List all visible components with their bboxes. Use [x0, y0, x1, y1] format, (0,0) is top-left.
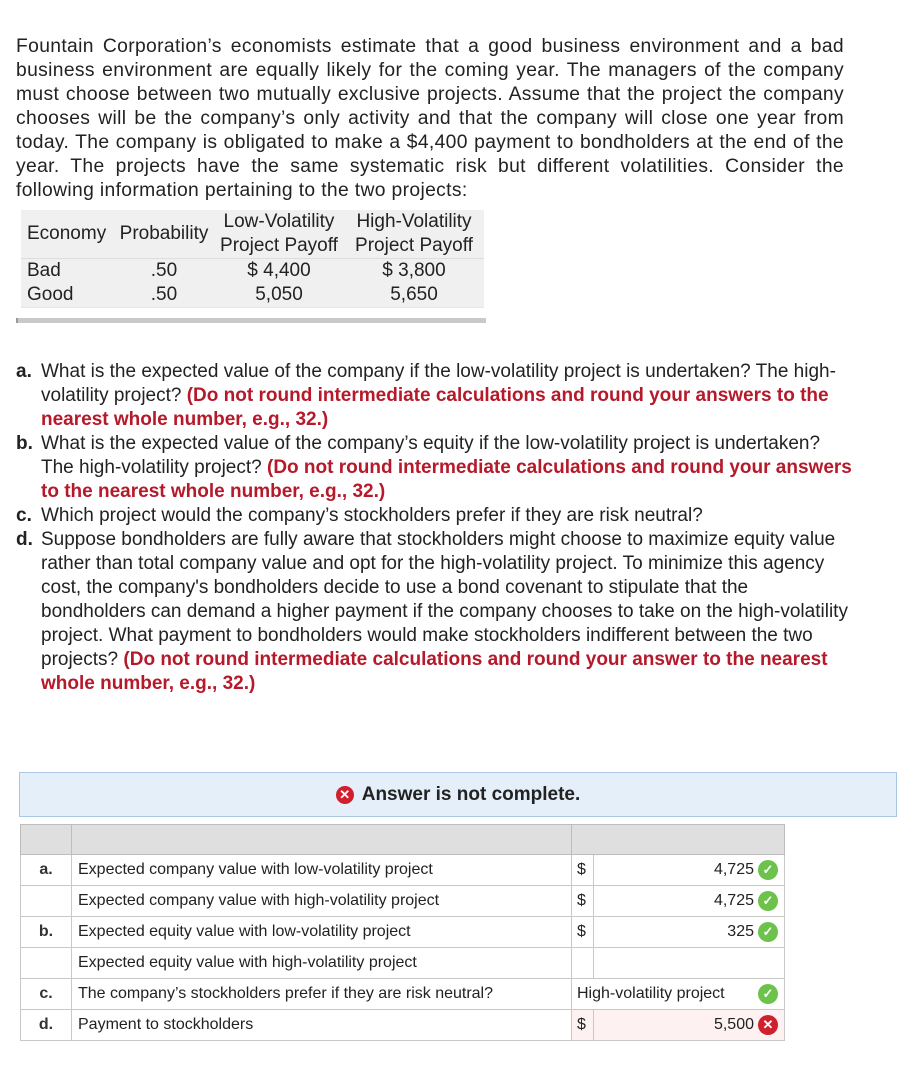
answer-letter — [21, 886, 72, 917]
question-instruction: (Do not round intermediate calculations and round your answers to the nearest whole number, e.g., 32.) — [41, 457, 852, 502]
question-c — [16, 504, 856, 528]
answer-letter: b. — [21, 917, 72, 948]
answer-row — [21, 979, 785, 1010]
x-circle-icon: ✕ — [336, 786, 354, 804]
currency-symbol: $ — [572, 855, 594, 886]
currency-symbol: $ — [572, 1010, 594, 1041]
answer-letter: a. — [21, 855, 72, 886]
answer-row — [21, 886, 785, 917]
answer-letter — [21, 948, 72, 979]
question-letter: a. — [16, 361, 32, 382]
check-icon: ✓ — [758, 891, 778, 911]
answer-input[interactable] — [594, 1010, 785, 1041]
probability-header: Probability — [114, 210, 214, 259]
question-a — [16, 360, 856, 432]
answer-status-text: Answer is not complete. — [361, 783, 581, 805]
answer-row — [21, 917, 785, 948]
probability-cell: .50 — [114, 283, 214, 308]
economy-header: Economy — [21, 210, 114, 259]
high-payoff-cell: $ 3,800 — [344, 259, 484, 284]
check-icon: ✓ — [758, 984, 778, 1004]
answer-input[interactable] — [594, 886, 785, 917]
question-letter: d. — [16, 529, 33, 550]
low-payoff-cell: $ 4,400 — [214, 259, 344, 284]
answer-label: Expected company value with high-volatility project — [72, 886, 572, 917]
answer-value: 325 — [727, 923, 754, 941]
low-payoff-cell: 5,050 — [214, 283, 344, 308]
payoff-row-bad — [21, 259, 484, 284]
answer-label: Expected company value with low-volatility project — [72, 855, 572, 886]
question-text: Suppose bondholders are fully aware that stockholders might choose to maximize equity value rather than total company value and opt for the high-volatility project. To minimize this agency cost, the company's bondholders decide to use a bond covenant to stipulate that the bondholders can demand a higher payment if the company chooses to take on the high-volatility project. What payment to bondholders would make stockholders indifferent between the two projects? — [41, 529, 848, 670]
answer-input[interactable] — [594, 917, 785, 948]
answer-label: Expected equity value with low-volatility project — [72, 917, 572, 948]
probability-cell: .50 — [114, 259, 214, 284]
question-letter: c. — [16, 505, 32, 526]
answer-value: High-volatility project — [577, 985, 725, 1002]
answer-row — [21, 1010, 785, 1041]
question-list — [16, 360, 856, 696]
answer-value: 4,725 — [713, 892, 754, 910]
answer-status-banner — [19, 772, 897, 817]
answer-letter: d. — [21, 1010, 72, 1041]
low-volatility-header — [214, 210, 344, 259]
currency-symbol — [572, 948, 594, 979]
economy-cell: Good — [21, 283, 114, 308]
low-volatility-header-line2: Project Payoff — [220, 235, 338, 256]
answer-value: 5,500 — [713, 1016, 754, 1034]
check-icon: ✓ — [758, 922, 778, 942]
answer-row — [21, 948, 785, 979]
currency-symbol: $ — [572, 886, 594, 917]
payoff-row-good — [21, 283, 484, 308]
answer-select[interactable] — [572, 979, 785, 1010]
high-payoff-cell: 5,650 — [344, 283, 484, 308]
question-d — [16, 528, 856, 696]
question-text: Which project would the company’s stockholders prefer if they are risk neutral? — [41, 505, 703, 526]
question-text: What is the expected value of the company if the low-volatility project is undertaken? The high-volatility project? — [41, 361, 836, 406]
answer-letter: c. — [21, 979, 72, 1010]
low-volatility-header-line1: Low-Volatility — [223, 211, 335, 232]
high-volatility-header-line1: High-Volatility — [356, 211, 472, 232]
answer-row — [21, 855, 785, 886]
currency-symbol: $ — [572, 917, 594, 948]
table-horizontal-scrollbar[interactable] — [16, 318, 486, 323]
question-letter: b. — [16, 433, 33, 454]
answer-label: Expected equity value with high-volatility project — [72, 948, 572, 979]
economy-cell: Bad — [21, 259, 114, 284]
answer-input[interactable] — [594, 855, 785, 886]
problem-intro: Fountain Corporation’s economists estimate that a good business environment and a bad business environment are equally likely for the coming year. The managers of the company must choose between two mutually exclusive projects. Assume that the project the company chooses will be the company’s only activity and that the company will close one year from today. The company is obligated to make a $4,400 payment to bondholders at the end of the year. The projects have the same systematic risk but different volatilities. Consider the following information pertaining to the two projects: — [16, 36, 844, 202]
question-instruction: (Do not round intermediate calculations and round your answers to the nearest whole number, e.g., 32.) — [41, 385, 829, 430]
answer-table — [20, 824, 785, 1041]
payoff-table — [21, 210, 484, 308]
high-volatility-header — [344, 210, 484, 259]
question-instruction: (Do not round intermediate calculations and round your answer to the nearest whole number, e.g., 32.) — [41, 649, 828, 694]
answer-input[interactable] — [594, 948, 785, 979]
answer-value: 4,725 — [713, 861, 754, 879]
answer-table-header — [21, 825, 785, 855]
x-circle-icon: ✕ — [758, 1015, 778, 1035]
high-volatility-header-line2: Project Payoff — [355, 235, 473, 256]
answer-label: The company’s stockholders prefer if they are risk neutral? — [72, 979, 572, 1010]
question-text: What is the expected value of the company’s equity if the low-volatility project is undertaken? The high-volatility project? — [41, 433, 821, 478]
answer-label: Payment to stockholders — [72, 1010, 572, 1041]
question-b — [16, 432, 856, 504]
check-icon: ✓ — [758, 860, 778, 880]
